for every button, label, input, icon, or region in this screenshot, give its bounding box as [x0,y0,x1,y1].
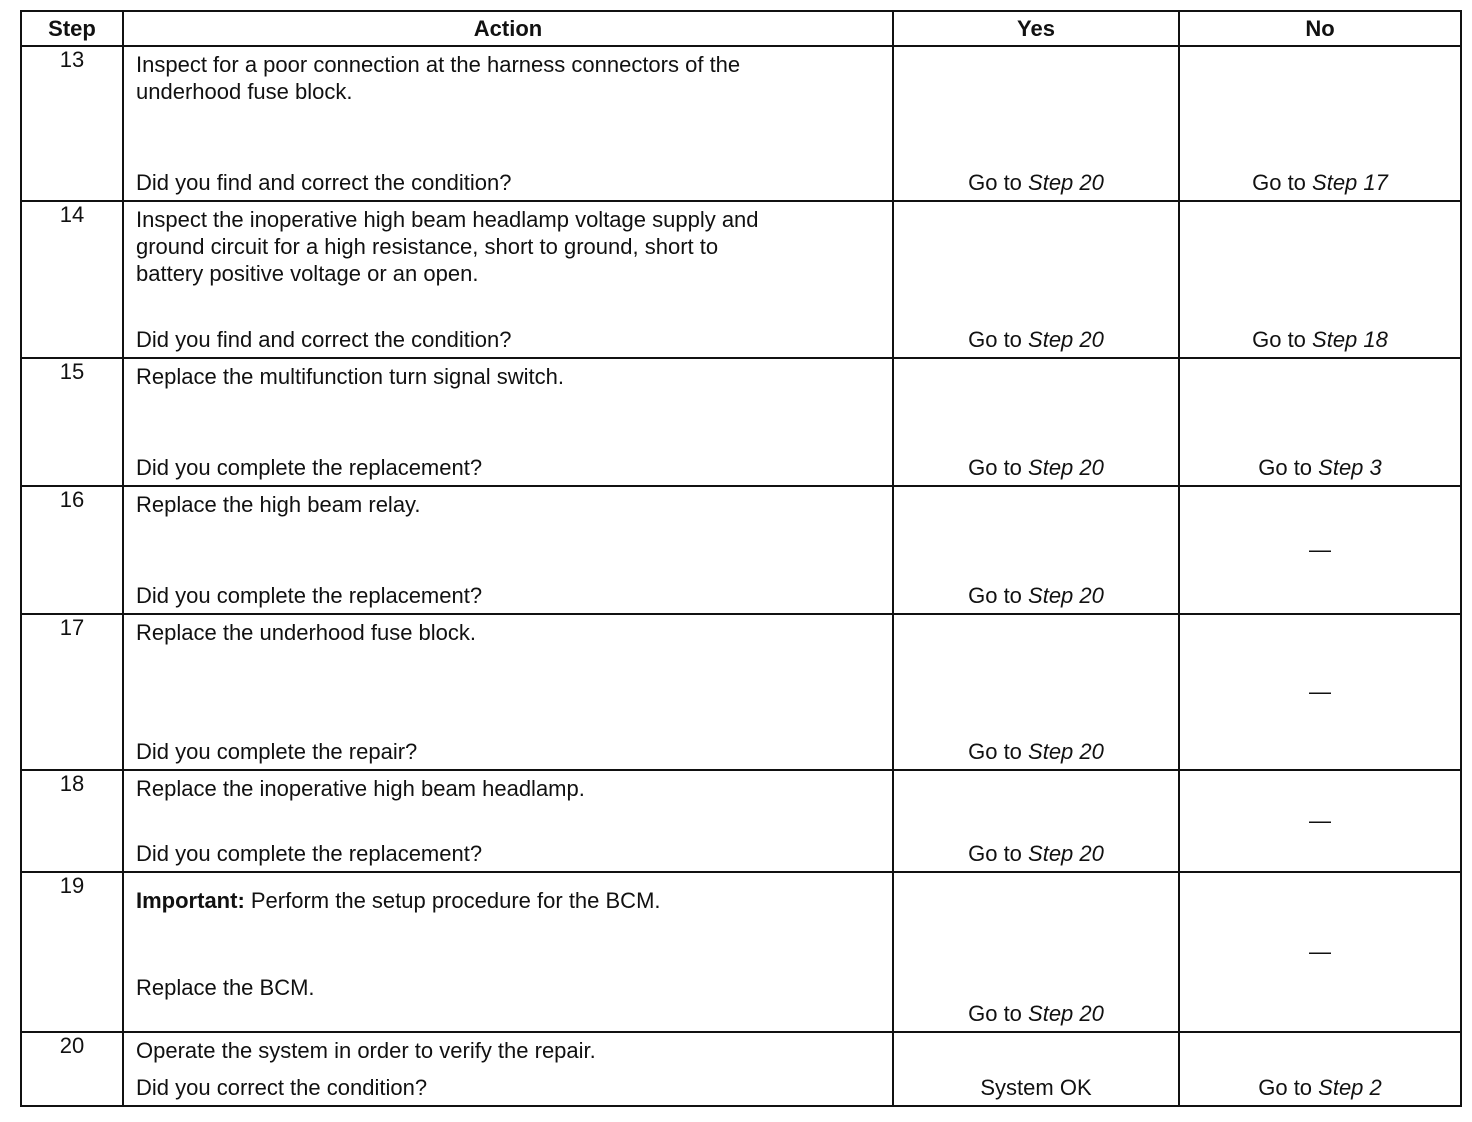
no-result: Go to Step 17 [1252,170,1388,195]
action-question: Did you find and correct the condition? [136,327,512,352]
step-number: 17 [21,614,123,770]
action-cell [123,46,893,201]
action-question: Did you correct the condition? [136,1075,428,1100]
yes-cell [893,201,1179,358]
action-line: Inspect for a poor connection at the harness connectors of the [136,52,741,77]
yes-cell [893,46,1179,201]
important-label: Important: [136,888,245,913]
action-line: Replace the underhood fuse block. [136,620,477,645]
action-line: Replace the inoperative high beam headlamp. [136,776,585,801]
diagnostic-table [20,10,1462,1107]
step-reference: Step 17 [1312,170,1388,195]
yes-cell [893,1032,1179,1106]
no-result: Go to Step 18 [1252,327,1388,352]
action-text [136,491,882,518]
yes-result: Go to Step 20 [968,841,1104,866]
step-reference: Step 3 [1318,455,1382,480]
yes-result: Go to Step 20 [968,455,1104,480]
yes-result: Go to Step 20 [968,583,1104,608]
step-number: 14 [21,201,123,358]
action-line: Operate the system in order to verify the repair. [136,1038,596,1063]
action-cell [123,486,893,614]
no-result-dash: — [1309,939,1331,964]
action-text [136,619,882,646]
no-result: Go to Step 2 [1258,1075,1382,1100]
header-row [21,11,1461,46]
action-cell [123,358,893,486]
table-row [21,872,1461,1032]
no-result-dash: — [1309,537,1331,562]
step-number: 15 [21,358,123,486]
step-number: 16 [21,486,123,614]
yes-result: Go to Step 20 [968,170,1104,195]
action-cell [123,201,893,358]
action-line: battery positive voltage or an open. [136,261,479,286]
no-cell [1179,1032,1461,1106]
header-yes: Yes [893,11,1179,46]
action-line: Replace the high beam relay. [136,492,421,517]
no-result-dash: — [1309,808,1331,833]
important-text: Perform the setup procedure for the BCM. [244,888,661,913]
step-number: 18 [21,770,123,872]
no-cell [1179,358,1461,486]
no-cell [1179,614,1461,770]
action-text [136,363,882,390]
action-instruction: Replace the BCM. [136,975,315,1000]
header-action: Action [123,11,893,46]
no-cell [1179,46,1461,201]
step-number: 13 [21,46,123,201]
no-cell [1179,201,1461,358]
action-line: ground circuit for a high resistance, short to ground, short to [136,234,719,259]
action-cell [123,1032,893,1106]
step-number: 19 [21,872,123,1032]
step-number: 20 [21,1032,123,1106]
action-text [136,206,882,287]
yes-cell [893,872,1179,1032]
action-cell [123,872,893,1032]
step-reference: Step 20 [1028,170,1104,195]
important-note [136,887,882,914]
action-question: Did you complete the replacement? [136,841,483,866]
step-reference: Step 20 [1028,739,1104,764]
table-row [21,770,1461,872]
no-cell [1179,872,1461,1032]
header-step: Step [21,11,123,46]
table-row [21,358,1461,486]
action-question: Did you find and correct the condition? [136,170,512,195]
action-question: Did you complete the replacement? [136,583,483,608]
action-text [136,51,882,105]
step-reference: Step 20 [1028,455,1104,480]
yes-cell [893,358,1179,486]
action-text [136,1037,882,1064]
yes-result: System OK [980,1075,1092,1100]
yes-cell [893,770,1179,872]
table-row [21,614,1461,770]
no-cell [1179,770,1461,872]
no-result-dash: — [1309,679,1331,704]
step-reference: Step 20 [1028,583,1104,608]
header-no: No [1179,11,1461,46]
yes-cell [893,486,1179,614]
action-question: Did you complete the replacement? [136,455,483,480]
action-cell [123,770,893,872]
step-reference: Step 18 [1312,327,1388,352]
yes-result: Go to Step 20 [968,739,1104,764]
no-cell [1179,486,1461,614]
action-cell [123,614,893,770]
action-line: Replace the multifunction turn signal switch. [136,364,564,389]
table-row [21,46,1461,201]
step-reference: Step 20 [1028,327,1104,352]
action-text [136,775,882,802]
action-line: underhood fuse block. [136,79,353,104]
no-result: Go to Step 3 [1258,455,1382,480]
yes-cell [893,614,1179,770]
table-row [21,1032,1461,1106]
action-question: Did you complete the repair? [136,739,418,764]
table-row [21,486,1461,614]
yes-result: Go to Step 20 [968,327,1104,352]
action-line: Inspect the inoperative high beam headlamp voltage supply and [136,207,759,232]
yes-result: Go to Step 20 [968,1001,1104,1026]
table-row [21,201,1461,358]
step-reference: Step 2 [1318,1075,1382,1100]
step-reference: Step 20 [1028,1001,1104,1026]
step-reference: Step 20 [1028,841,1104,866]
